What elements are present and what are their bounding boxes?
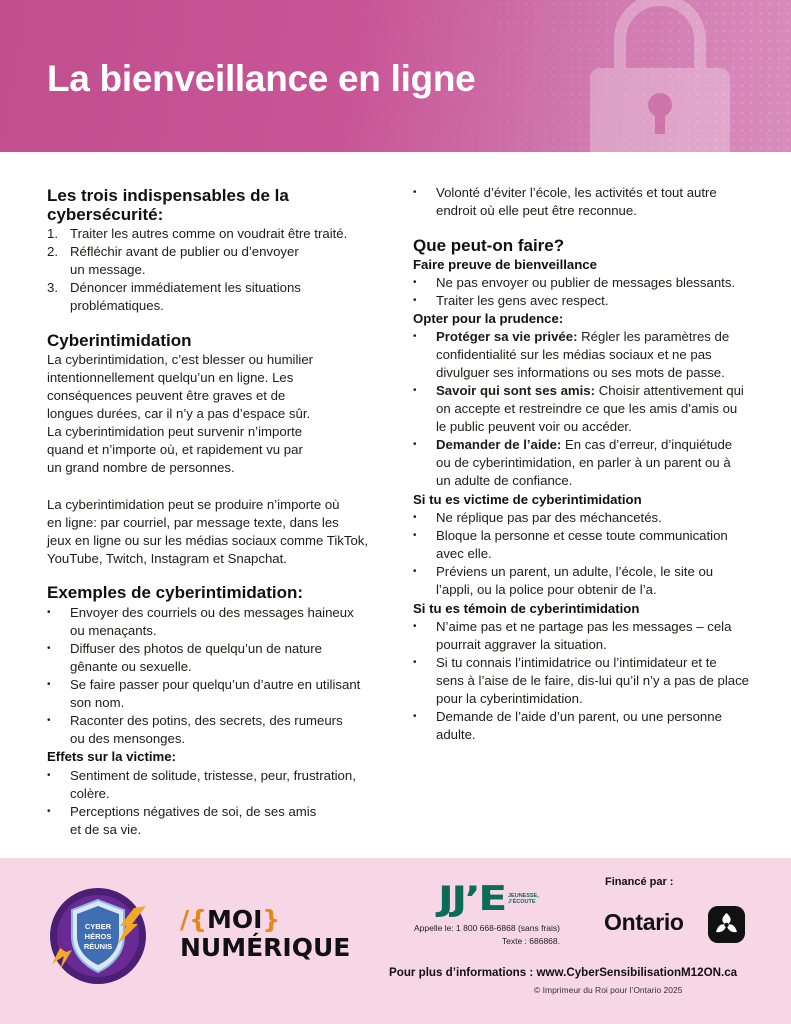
list-item: • Savoir qui sont ses amis: Choisir attentivement qui on accepte et restreindre ce que les amis d’amis ou le public peuvent voir ou accéder. <box>413 382 758 436</box>
list-item: 2. Réfléchir avant de publier ou d’envoyer un message. <box>47 244 299 277</box>
trillium-icon <box>708 906 745 943</box>
list-item: • Volonté d’éviter l’école, les activités et tout autre endroit où elle peut être reconnue. <box>413 184 758 220</box>
list-item: • Préviens un parent, un adulte, l’école, le site ou l’appli, ou la police pour obtenir de l’a. <box>413 563 758 599</box>
list-item: • Ne pas envoyer ou publier de messages blessants. <box>413 274 758 292</box>
essentials-list <box>47 225 382 315</box>
prudence-list <box>413 328 758 490</box>
kindness-heading: Faire preuve de bienveillance <box>413 257 597 272</box>
list-item: 1. Traiter les autres comme on voudrait être traité. <box>47 226 348 241</box>
victim-list <box>413 509 758 599</box>
badge-line-1: CYBER <box>84 922 112 931</box>
list-item: • Si tu connais l’intimidatrice ou l’intimidateur et te sens à l’aise de le faire, dis-lui qu’il n’y a pas de place pour la cyberintimidation. <box>413 654 758 708</box>
padlock-icon <box>560 0 760 152</box>
moi-numerique-logo: /{MOI} NUMÉRIQUE <box>180 905 351 962</box>
essentials-heading: Les trois indispensables de la cybersécurité: <box>47 186 289 224</box>
cyberbullying-paragraph-1: La cyberintimidation, c’est blesser ou humilier intentionnellement quelqu’un en ligne. Les conséquences peuvent être graves et de longues durées, car il n’y a pas d’espace sûr. La cyberintimidation peut survenir n’importe quand et n’importe où, et rapidement vu par un grand nombre de personnes. <box>47 352 314 475</box>
header-banner <box>0 0 791 152</box>
cyber-heros-badge-logo <box>48 886 148 986</box>
helpline-info: Appelle le: 1 800 668-6868 (sans frais) Texte : 686868. <box>413 923 560 946</box>
prudence-heading: Opter pour la prudence: <box>413 311 564 326</box>
list-item: • Traiter les gens avec respect. <box>413 292 758 310</box>
list-item: • Se faire passer pour quelqu’un d’autre en utilisant son nom. <box>47 676 382 712</box>
list-item: • Sentiment de solitude, tristesse, peur, frustration, colère. <box>47 767 382 803</box>
list-item: • Raconter des potins, des secrets, des rumeurs ou des mensonges. <box>47 712 382 748</box>
funded-by-label: Financé par : <box>605 876 674 888</box>
jeunesse-jecoute-subtitle: JEUNESSE, J’ÉCOUTE <box>508 893 539 905</box>
effects-list-continued <box>413 184 758 220</box>
examples-list <box>47 604 382 748</box>
kindness-list <box>413 274 758 310</box>
copyright-notice: © Imprimeur du Roi pour l’Ontario 2025 <box>534 985 683 995</box>
list-item: • Perceptions négatives de soi, de ses amis et de sa vie. <box>47 803 382 839</box>
badge-line-2: HÉROS <box>84 932 112 941</box>
page-title: La bienveillance en ligne <box>47 58 476 99</box>
witness-heading: Si tu es témoin de cyberintimidation <box>413 601 640 616</box>
list-item: • Ne réplique pas par des méchancetés. <box>413 509 758 527</box>
effects-list <box>47 767 382 839</box>
list-item: • Bloque la personne et cesse toute communication avec elle. <box>413 527 758 563</box>
what-to-do-heading: Que peut-on faire? <box>413 236 565 255</box>
effects-heading: Effets sur la victime: <box>47 749 176 764</box>
witness-list <box>413 618 758 744</box>
jeunesse-jecoute-logo: JJ’E <box>438 879 505 919</box>
ontario-wordmark: Ontario <box>604 909 684 935</box>
list-item: • N’aime pas et ne partage pas les messages – cela pourrait aggraver la situation. <box>413 618 758 654</box>
cyberbullying-heading: Cyberintimidation <box>47 331 192 350</box>
more-info-link[interactable]: Pour plus d’informations : www.CyberSensibilisationM12ON.ca <box>389 966 738 979</box>
victim-heading: Si tu es victime de cyberintimidation <box>413 492 642 507</box>
examples-heading: Exemples de cyberintimidation: <box>47 583 304 602</box>
list-item: • Diffuser des photos de quelqu’un de nature gênante ou sexuelle. <box>47 640 382 676</box>
list-item: • Demander de l’aide: En cas d’erreur, d’inquiétude ou de cyberintimidation, en parler à un parent ou à un adulte de confiance. <box>413 436 758 490</box>
list-item: • Envoyer des courriels ou des messages haineux ou menaçants. <box>47 604 382 640</box>
badge-line-3: RÉUNIS <box>83 942 113 951</box>
list-item: 3. Dénoncer immédiatement les situations problématiques. <box>47 280 301 313</box>
list-item: • Demande de l’aide d’un parent, ou une personne adulte. <box>413 708 758 744</box>
list-item: • Protéger sa vie privée: Régler les paramètres de confidentialité sur les médias sociaux et ne pas divulguer ses informations ou ses mots de passe. <box>413 328 758 382</box>
cyberbullying-paragraph-2: La cyberintimidation peut se produire n’importe où en ligne: par courriel, par message texte, dans les jeux en ligne ou sur les médias sociaux comme TikTok, YouTube, Twitch, Instagram et Snapchat. <box>47 497 369 566</box>
